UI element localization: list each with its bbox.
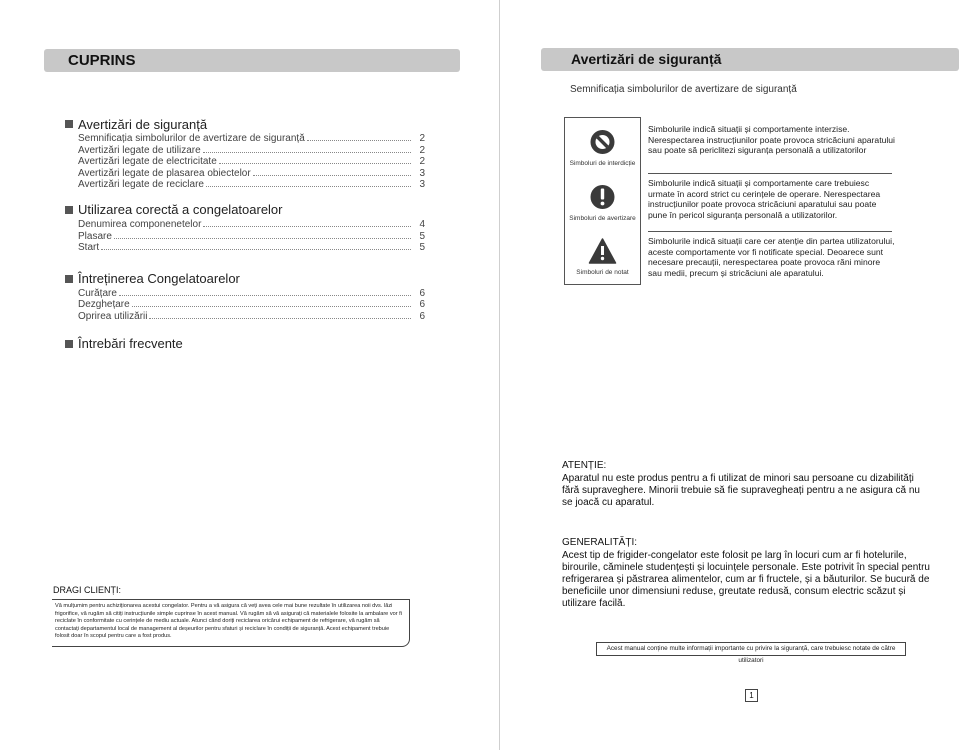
warning-circle-icon bbox=[565, 182, 640, 212]
dot-leader bbox=[114, 238, 411, 239]
page-fold-line bbox=[499, 0, 500, 750]
toc-item[interactable]: Avertizări legate de reciclare 3 bbox=[78, 179, 425, 191]
dot-leader bbox=[149, 318, 411, 319]
customers-heading: DRAGI CLIENȚI: bbox=[53, 585, 122, 595]
symbol-caption: Simboluri de interdicție bbox=[569, 160, 636, 167]
toc-item[interactable]: Avertizări legate de utilizare 2 bbox=[78, 144, 425, 156]
symbol-description: Simbolurile indică situații și comportamente interzise. Nerespectarea instrucțiunilor poate provoca stricăciuni aparatului sau poate să periclitezi siguranța personală a utilizatorilor bbox=[648, 124, 895, 155]
symbol-caption: Simboluri de notat bbox=[576, 269, 629, 276]
toc-item[interactable]: Oprirea utilizării 6 bbox=[78, 310, 425, 322]
toc-item[interactable]: Avertizări legate de electricitate 2 bbox=[78, 156, 425, 168]
divider bbox=[648, 231, 892, 232]
contents-title: CUPRINS bbox=[68, 52, 136, 69]
contents-header-bar bbox=[44, 49, 460, 72]
safety-subtitle: Semnificația simbolurilor de avertizare de siguranță bbox=[570, 84, 797, 95]
manual-notice-box: Acest manual conține multe informații importante cu privire la siguranță, care trebuiesc notate de către utilizatori bbox=[596, 642, 906, 656]
warning-triangle-icon bbox=[565, 236, 640, 266]
square-bullet-icon bbox=[65, 206, 73, 214]
dot-leader bbox=[203, 152, 411, 153]
dot-leader bbox=[119, 295, 411, 296]
safety-header-bar bbox=[541, 48, 959, 71]
page-number: 1 bbox=[745, 689, 758, 702]
toc-section-heading[interactable]: Avertizări de siguranță bbox=[65, 115, 425, 133]
toc-item[interactable]: Avertizări legate de plasarea obiectelor 3 bbox=[78, 167, 425, 179]
toc-section-heading[interactable]: Utilizarea corectă a congelatoarelor bbox=[65, 201, 425, 219]
toc-item[interactable]: Plasare 5 bbox=[78, 230, 425, 242]
toc-item[interactable]: Curățare 6 bbox=[78, 287, 425, 299]
toc-section-maintenance bbox=[65, 270, 425, 323]
toc-item[interactable]: Dezghețare 6 bbox=[78, 299, 425, 311]
dot-leader bbox=[101, 249, 411, 250]
toc-item[interactable]: Denumirea componenetelor 4 bbox=[78, 218, 425, 230]
toc-section-heading[interactable]: Întrebări frecvente bbox=[65, 335, 425, 353]
dot-leader bbox=[132, 306, 411, 307]
dot-leader bbox=[203, 226, 411, 227]
symbol-description: Simbolurile indică situații care cer atenție din partea utilizatorului, aceste comportamente vor fi notificate special. Deoarece sunt necesare precauții, nerespectarea poate provoca răni minore sau medii, precum și stricăciuni ale aparatului. bbox=[648, 236, 895, 278]
square-bullet-icon bbox=[65, 340, 73, 348]
table-of-contents bbox=[65, 115, 425, 353]
dot-leader bbox=[253, 175, 411, 176]
dot-leader bbox=[206, 186, 411, 187]
square-bullet-icon bbox=[65, 275, 73, 283]
divider bbox=[648, 173, 892, 174]
general-text: Acest tip de frigider-congelator este folosit pe larg în locuri cum ar fi hotelurile, birourile, căminele studențești și locuințele personale. Este potrivit în special pentru refrigerarea și păstrarea alimentelor, cum ar fi fructele, și a băuturilor. Se bucură de beneficiile unor dimensiuni reduse, greutate redusă, consum electric scăzut și utilizare facilă. bbox=[562, 550, 930, 609]
square-bullet-icon bbox=[65, 120, 73, 128]
safety-title: Avertizări de siguranță bbox=[571, 51, 722, 67]
toc-item[interactable]: Semnificația simbolurilor de avertizare de siguranță 2 bbox=[78, 133, 425, 144]
symbol-caption: Simboluri de avertizare bbox=[569, 215, 636, 222]
toc-section-usage bbox=[65, 201, 425, 254]
prohibition-icon bbox=[565, 127, 640, 157]
customers-note: Vă mulțumim pentru achiziționarea acestui congelator. Pentru a vă asigura că veți avea cele mai bune rezultate în utilizarea noii dvs. lăzi frigorifice, vă rugăm să citiți instrucțiunile simple cuprinse în acest manual. Vă rugăm să vă asigurați că materialele folosite la ambalare vor fi reciclate în conformitate cu cerințele de mediu actuale. Atunci când doriți reciclarea oricărui echipament de refrigerare, vă rugăm să contactați departamentul local de management al deșeurilor pentru sfaturi și reciclare în condiții de siguranță. Acest echipament trebuie folosit doar în scopul pentru care a fost produs. bbox=[52, 599, 410, 647]
toc-section-safety bbox=[65, 115, 425, 191]
symbol-table bbox=[564, 117, 641, 285]
toc-section-faq bbox=[65, 335, 425, 353]
attention-heading: ATENȚIE: bbox=[562, 460, 607, 471]
toc-section-heading[interactable]: Întreținerea Congelatoarelor bbox=[65, 270, 425, 288]
attention-text: Aparatul nu este produs pentru a fi utilizat de minori sau persoane cu dizabilități fără supraveghere. Minorii trebuie să fie supravegheați pentru a ne asigura că nu se joacă cu aparatul. bbox=[562, 473, 920, 508]
toc-item[interactable]: Start 5 bbox=[78, 242, 425, 254]
dot-leader bbox=[307, 140, 411, 141]
dot-leader bbox=[219, 163, 411, 164]
general-heading: GENERALITĂȚI: bbox=[562, 537, 638, 548]
symbol-description: Simbolurile indică situații și comportamente care trebuiesc urmate în acord strict cu cerințele de operare. Nerespectarea instrucțiunilor poate provoca stricăciuni aparatului sau poate pune în pericol siguranța personală a utilizatorilor. bbox=[648, 178, 881, 220]
